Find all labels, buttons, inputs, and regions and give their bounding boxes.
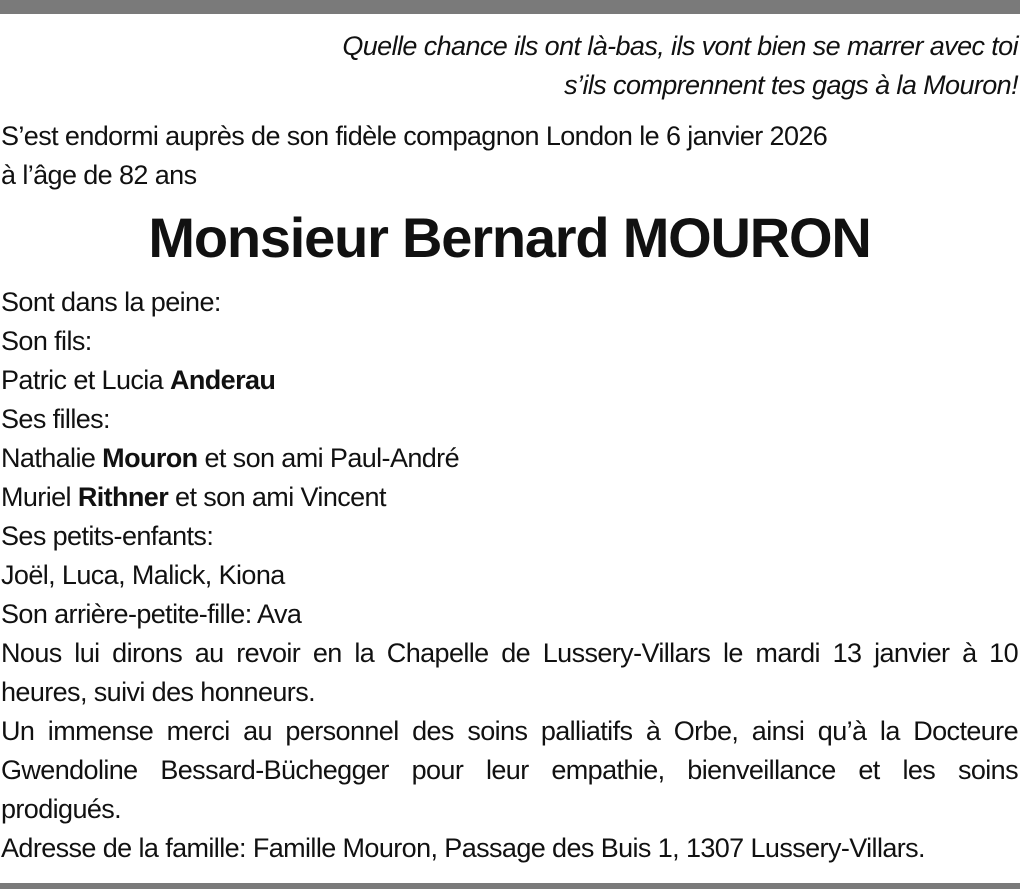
grandchildren-label: Ses petits-enfants:	[1, 521, 214, 551]
grandchildren-names: Joël, Luca, Malick, Kiona	[1, 560, 285, 590]
top-rule	[0, 0, 1020, 14]
daughter-entry-2	[1, 478, 1018, 517]
daughter2-partner: et son ami Vincent	[168, 482, 386, 512]
epigraph-quote	[1, 27, 1018, 105]
son-surname: Anderau	[170, 365, 276, 395]
daughter1-surname: Mouron	[102, 443, 198, 473]
announcement-line-1: S’est endormi auprès de son fidèle compagnon London le 6 janvier 2026	[1, 121, 828, 151]
daughters-label: Ses filles:	[1, 404, 110, 434]
daughter1-partner: et son ami Paul-André	[197, 443, 459, 473]
family-address: Adresse de la famille: Famille Mouron, Passage des Buis 1, 1307 Lussery-Villars.	[1, 833, 925, 863]
epigraph-line-2: s’ils comprennent tes gags à la Mouron!	[564, 70, 1018, 100]
ceremony-text: Nous lui dirons au revoir en la Chapelle de Lussery-Villars le mardi 13 janvier à 10 heures, suivi des honneurs.	[1, 638, 1018, 707]
bottom-rule	[0, 883, 1020, 889]
family-list	[1, 283, 1018, 868]
great-grandchild-entry: Son arrière-petite-fille: Ava	[1, 599, 302, 629]
daughter2-surname: Rithner	[77, 482, 169, 512]
deceased-name: Monsieur Bernard MOURON	[148, 206, 871, 269]
obituary-notice	[1, 27, 1018, 868]
son-entry	[1, 361, 1018, 400]
mourners-heading: Sont dans la peine:	[1, 287, 221, 317]
daughter1-first-name: Nathalie	[1, 443, 103, 473]
daughter2-first-name: Muriel	[1, 482, 78, 512]
death-announcement	[1, 117, 1018, 195]
epigraph-line-1: Quelle chance ils ont là-bas, ils vont bien se marrer avec toi	[342, 31, 1018, 61]
announcement-line-2: à l’âge de 82 ans	[1, 160, 197, 190]
son-first-names: Patric et Lucia	[1, 365, 170, 395]
thanks-text: Un immense merci au personnel des soins palliatifs à Orbe, ainsi qu’à la Docteure Gwendoline Bessard-Büchegger pour leur empathie, bienveillance et les soins prodigués.	[1, 716, 1018, 824]
daughter-entry-1	[1, 439, 1018, 478]
son-label: Son fils:	[1, 326, 92, 356]
